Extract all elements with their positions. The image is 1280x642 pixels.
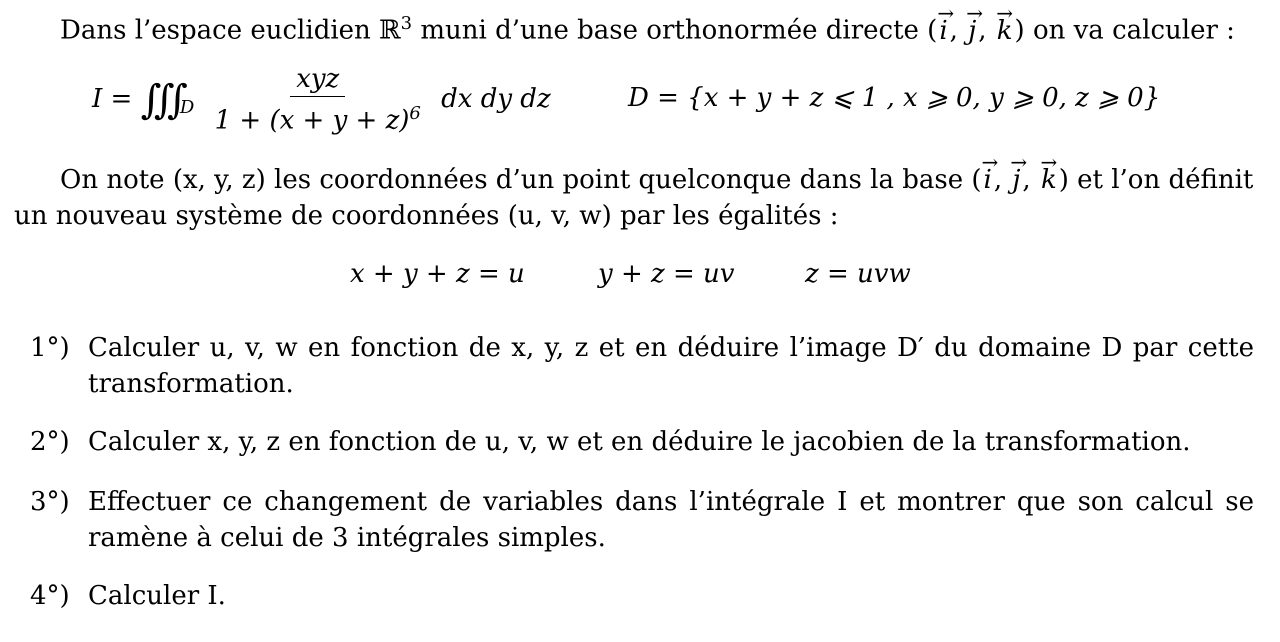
question-4 [30,578,1255,614]
equality-3: z = uvw [805,259,911,289]
vector-j: → j [1010,162,1022,198]
vector-j: → j [966,13,978,49]
vector-i: → i [982,162,994,198]
vector-k: → k [995,13,1015,49]
question-2 [30,424,1255,460]
equality-1: x + y + z = u [350,259,525,289]
integral-lhs: I = [92,83,133,114]
vector-k: → k [1039,162,1059,198]
question-text: Calculer x, y, z en fonction de u, v, w et en déduire le jacobien de la transformation. [88,427,1191,457]
para2-line2: un nouveau système de coordonnées (u, v, w) par les égalités : [14,201,839,231]
integral-equation [92,64,551,136]
integrand-numerator: xyz [290,64,345,97]
question-1 [30,330,1255,402]
para2-line1: On note (x, y, z) les coordonnées d’un point quelconque dans la base (→ i, → j, → k) et l’on définit [60,162,1253,198]
integrand-fraction [209,64,427,136]
dimension-exponent: 3 [400,13,413,34]
intro-line: Dans l’espace euclidien ℝ$^3$ muni d’une base orthonormée directe (→ i, → j, → k) on va calculer : [60,6,1235,49]
question-number: 4°) [30,581,70,611]
integrand-denominator: $1 + (x + y + z)^6$ [214,103,421,136]
question-number: 2°) [30,427,70,457]
intro-text-c: ) on va calculer : [1014,15,1235,46]
integral-domain-subscript: D [179,97,195,119]
intro-text-b: muni d’une base orthonormée directe ( [412,15,938,46]
denominator-exponent: 6 [409,103,421,124]
question-number: 3°) [30,487,70,517]
question-text: Effectuer ce changement de variables dans l’intégrale I et montrer que son calcul se ramène à celui de 3 intégrales simples. [88,487,1254,553]
question-text: Calculer I. [88,581,226,611]
triple-integral-symbol: ∭ [140,76,180,123]
domain-definition: D = {x + y + z ⩽ 1 , x ⩾ 0, y ⩾ 0, z ⩾ 0} [628,83,1161,113]
question-3 [30,484,1255,556]
vector-i: → i [937,13,949,49]
question-text: Calculer u, v, w en fonction de x, y, z et en déduire l’image D′ du domaine D par cette transformation. [88,333,1254,399]
differentials: dx dy dz [441,83,551,114]
intro-text-a: Dans l’espace euclidien [60,15,380,46]
question-number: 1°) [30,333,70,363]
equality-2: y + z = uv [598,259,735,289]
real-numbers-symbol: ℝ [379,15,401,46]
